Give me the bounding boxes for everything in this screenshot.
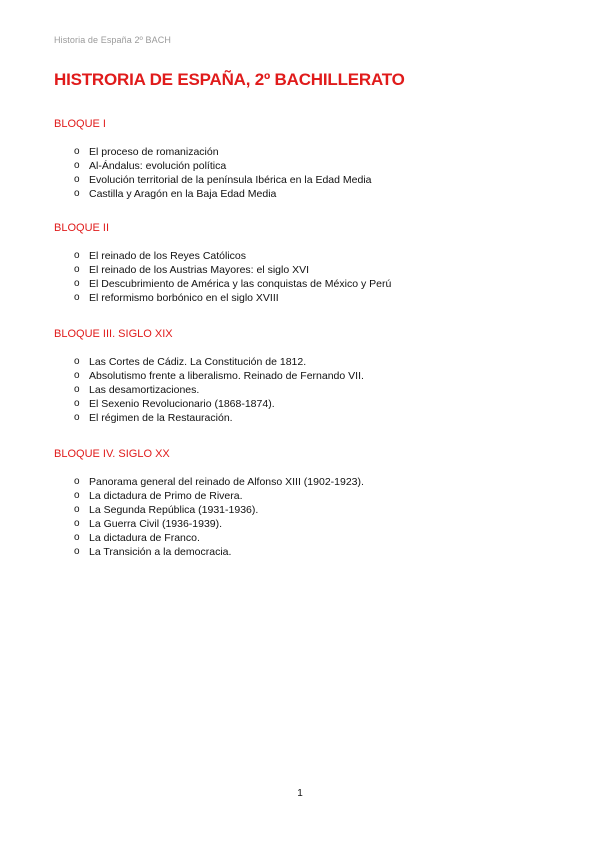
list-item — [54, 263, 554, 277]
bullet-icon: o — [74, 384, 80, 395]
bullet-icon: o — [74, 476, 80, 487]
topic-text: El Sexenio Revolucionario (1868-1874). — [89, 398, 275, 410]
block-heading: BLOQUE I — [54, 118, 106, 130]
topic-text: Al-Ándalus: evolución política — [89, 160, 227, 172]
bullet-icon: o — [74, 356, 80, 367]
topic-text: La Transición a la democracia. — [89, 546, 232, 558]
list-item — [54, 277, 554, 291]
list-item — [54, 355, 554, 369]
running-header: Historia de España 2º BACH — [54, 35, 171, 45]
topic-text: El Descubrimiento de América y las conquistas de México y Perú — [89, 278, 392, 290]
topic-text: Panorama general del reinado de Alfonso XIII (1902-1923). — [89, 476, 364, 488]
topic-text: La dictadura de Primo de Rivera. — [89, 490, 243, 502]
block-2 — [54, 222, 554, 305]
list-item — [54, 475, 554, 489]
bullet-icon: o — [74, 370, 80, 381]
block-heading: BLOQUE II — [54, 222, 110, 234]
list-item — [54, 517, 554, 531]
bullet-icon: o — [74, 292, 80, 303]
topic-text: El proceso de romanización — [89, 146, 219, 158]
bullet-icon: o — [74, 250, 80, 261]
topic-text: Castilla y Aragón en la Baja Edad Media — [89, 188, 277, 200]
list-item — [54, 187, 554, 201]
list-item — [54, 159, 554, 173]
topic-text: La Guerra Civil (1936-1939). — [89, 518, 223, 530]
list-item — [54, 503, 554, 517]
topic-text: El régimen de la Restauración. — [89, 412, 233, 424]
topic-text: Absolutismo frente a liberalismo. Reinado de Fernando VII. — [89, 370, 364, 382]
topic-text: El reformismo borbónico en el siglo XVIII — [89, 292, 279, 304]
topic-text: Las Cortes de Cádiz. La Constitución de 1812. — [89, 356, 307, 368]
block-3 — [54, 328, 554, 425]
topic-text: Las desamortizaciones. — [89, 384, 200, 396]
topic-list — [54, 355, 554, 425]
block-4 — [54, 448, 554, 559]
list-item — [54, 145, 554, 159]
topic-text: El reinado de los Austrias Mayores: el siglo XVI — [89, 264, 310, 276]
document-title: HISTRORIA DE ESPAÑA, 2º BACHILLERATO — [54, 70, 405, 89]
list-item — [54, 173, 554, 187]
bullet-icon: o — [74, 398, 80, 409]
bullet-icon: o — [74, 518, 80, 529]
block-1 — [54, 118, 554, 201]
list-item — [54, 369, 554, 383]
topic-text: La Segunda República (1931-1936). — [89, 504, 259, 516]
block-heading: BLOQUE III. SIGLO XIX — [54, 328, 173, 340]
bullet-icon: o — [74, 490, 80, 501]
topic-list — [54, 145, 554, 201]
bullet-icon: o — [74, 546, 80, 557]
list-item — [54, 531, 554, 545]
list-item — [54, 397, 554, 411]
bullet-icon: o — [74, 160, 80, 171]
bullet-icon: o — [74, 532, 80, 543]
list-item — [54, 383, 554, 397]
bullet-icon: o — [74, 278, 80, 289]
bullet-icon: o — [74, 188, 80, 199]
topic-text: El reinado de los Reyes Católicos — [89, 250, 246, 262]
topic-list — [54, 249, 554, 305]
topic-list — [54, 475, 554, 559]
block-heading: BLOQUE IV. SIGLO XX — [54, 448, 170, 460]
topic-text: La dictadura de Franco. — [89, 532, 200, 544]
bullet-icon: o — [74, 146, 80, 157]
page-number: 1 — [297, 788, 303, 799]
bullet-icon: o — [74, 504, 80, 515]
bullet-icon: o — [74, 174, 80, 185]
bullet-icon: o — [74, 264, 80, 275]
list-item — [54, 545, 554, 559]
list-item — [54, 411, 554, 425]
bullet-icon: o — [74, 412, 80, 423]
list-item — [54, 291, 554, 305]
list-item — [54, 489, 554, 503]
list-item — [54, 249, 554, 263]
topic-text: Evolución territorial de la península Ibérica en la Edad Media — [89, 174, 372, 186]
